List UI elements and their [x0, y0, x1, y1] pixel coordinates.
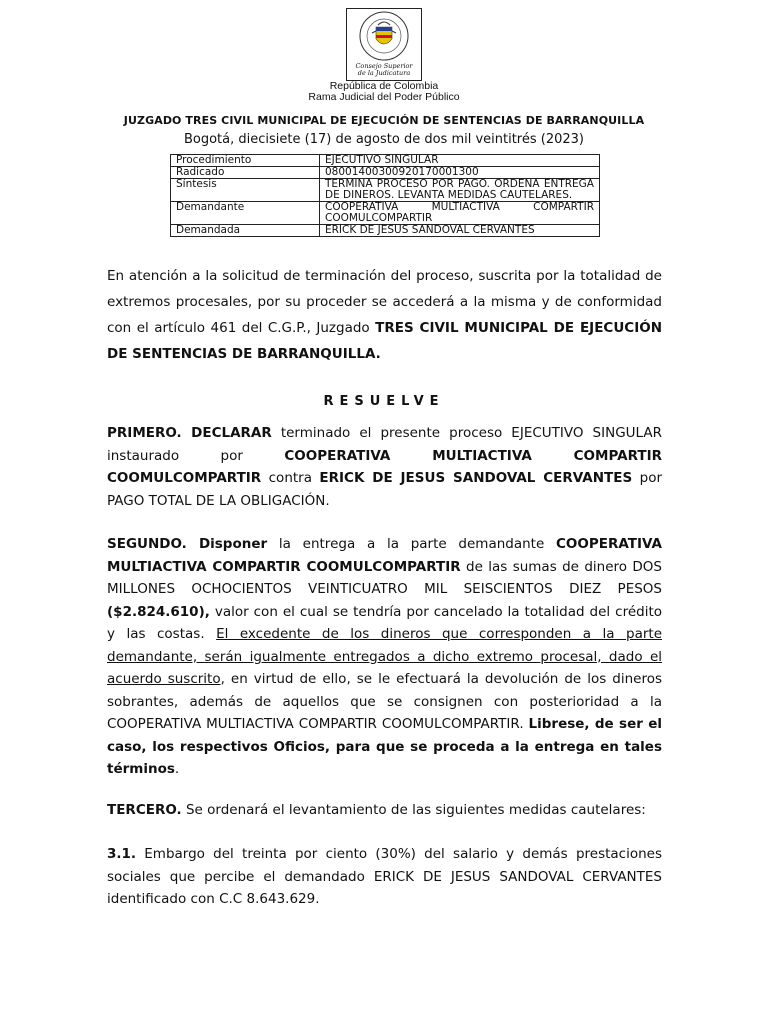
- seal-caption-2: de la Judicatura: [357, 69, 411, 77]
- primero-defendant: ERICK DE JESUS SANDOVAL CERVANTES: [319, 470, 633, 486]
- court-title: JUZGADO TRES CIVIL MUNICIPAL DE EJECUCIÓN DE SENTENCIAS DE BARRANQUILLA: [123, 114, 645, 127]
- item-3-1-lead: 3.1.: [107, 846, 137, 862]
- date-line: Bogotá, diecisiete (17) de agosto de dos mil veintitrés (2023): [183, 132, 585, 147]
- row-value: EJECUTIVO SINGULAR: [320, 155, 600, 167]
- table-row: [171, 225, 600, 237]
- row-value: ERICK DE JESUS SANDOVAL CERVANTES: [320, 225, 600, 237]
- branch-line: Rama Judicial del Poder Público: [308, 91, 460, 103]
- primero-paragraph: [107, 422, 662, 512]
- segundo-paragraph: [107, 533, 662, 781]
- segundo-amount: ($2.824.610),: [107, 603, 210, 620]
- segundo-plaintiff: COOPERATIVA MULTIACTIVA COMPARTIR COOMULCOMPARTIR: [107, 536, 662, 575]
- segundo-text-4: , en virtud de ello, se le efectuará la devolución de los dineros sobrantes, además de aquellos que se consignen con posterioridad a la COOPERATIVA MULTIACTIVA COMPARTIR COOMULCOMPARTIR.: [107, 671, 662, 732]
- segundo-text-5: .: [174, 761, 180, 777]
- intro-court: TRES CIVIL MUNICIPAL DE EJECUCIÓN DE SENTENCIAS DE BARRANQUILLA.: [107, 320, 662, 362]
- country-line: República de Colombia: [329, 80, 439, 92]
- segundo-lead: SEGUNDO. Disponer: [107, 536, 268, 552]
- row-value: TERMINA PROCESO POR PAGO. ORDENA ENTREGA DE DINEROS. LEVANTA MEDIDAS CAUTELARES.: [320, 179, 600, 202]
- row-value: 08001400300920170001300: [320, 167, 600, 179]
- intro-paragraph: [107, 263, 662, 367]
- row-label: Demandante: [171, 202, 320, 225]
- segundo-text-2: de las sumas de dinero DOS MILLONES OCHOCIENTOS VEINTICUATRO MIL SEISCIENTOS DIEZ PESOS: [107, 558, 662, 597]
- tercero-lead: TERCERO.: [107, 802, 182, 818]
- resuelve-heading: RESUELVE: [323, 394, 445, 409]
- primero-text-1: terminado el presente proceso EJECUTIVO SINGULAR instaurado por: [107, 425, 662, 464]
- segundo-text-1: la entrega a la parte demandante: [267, 536, 557, 552]
- segundo-underlined: El excedente de los dineros que corresponden a la parte demandante, serán igualmente entregados a dicho extremo procesal, dado el acuerdo suscrito: [107, 626, 663, 687]
- tercero-paragraph: [107, 799, 662, 822]
- tercero-text: Se ordenará el levantamiento de las siguientes medidas cautelares:: [181, 802, 646, 818]
- primero-text-2: contra: [261, 470, 320, 486]
- primero-plaintiff: COOPERATIVA MULTIACTIVA COMPARTIR COOMULCOMPARTIR: [107, 447, 662, 486]
- row-value: COOPERATIVA MULTIACTIVA COMPARTIR COOMULCOMPARTIR: [320, 202, 600, 225]
- primero-text-3: por PAGO TOTAL DE LA OBLIGACIÓN.: [107, 470, 663, 509]
- row-label: Demandada: [171, 225, 320, 237]
- table-row: [171, 202, 600, 225]
- item-3-1-paragraph: [107, 843, 662, 911]
- primero-lead: PRIMERO. DECLARAR: [107, 425, 272, 441]
- item-3-1-text: Embargo del treinta por ciento (30%) del salario y demás prestaciones sociales que percibe el demandado ERICK DE JESUS SANDOVAL CERVANTES identificado con C.C 8.643.629.: [107, 846, 662, 907]
- segundo-text-3: valor con el cual se tendría por cancelado la totalidad del crédito y las costas.: [107, 603, 662, 642]
- row-label: Síntesis: [171, 179, 320, 202]
- row-label: Radicado: [171, 167, 320, 179]
- colombia-coat-of-arms-icon: [347, 9, 421, 65]
- row-label: Procedimiento: [171, 155, 320, 167]
- case-info-table: [170, 154, 600, 237]
- seal-caption-1: Consejo Superior: [355, 62, 413, 70]
- table-row: [171, 179, 600, 202]
- table-row: [171, 167, 600, 179]
- court-seal: [346, 8, 422, 81]
- segundo-bold-end: Librese, de ser el caso, los respectivos Oficios, para que se proceda a la entrega en tales términos: [107, 716, 662, 777]
- intro-text: En atención a la solicitud de terminación del proceso, suscrita por la totalidad de extremos procesales, por su proceder se accederá a la misma y de conformidad con el artículo 461 del C.G.P., Juzgado: [107, 268, 662, 336]
- table-row: [171, 155, 600, 167]
